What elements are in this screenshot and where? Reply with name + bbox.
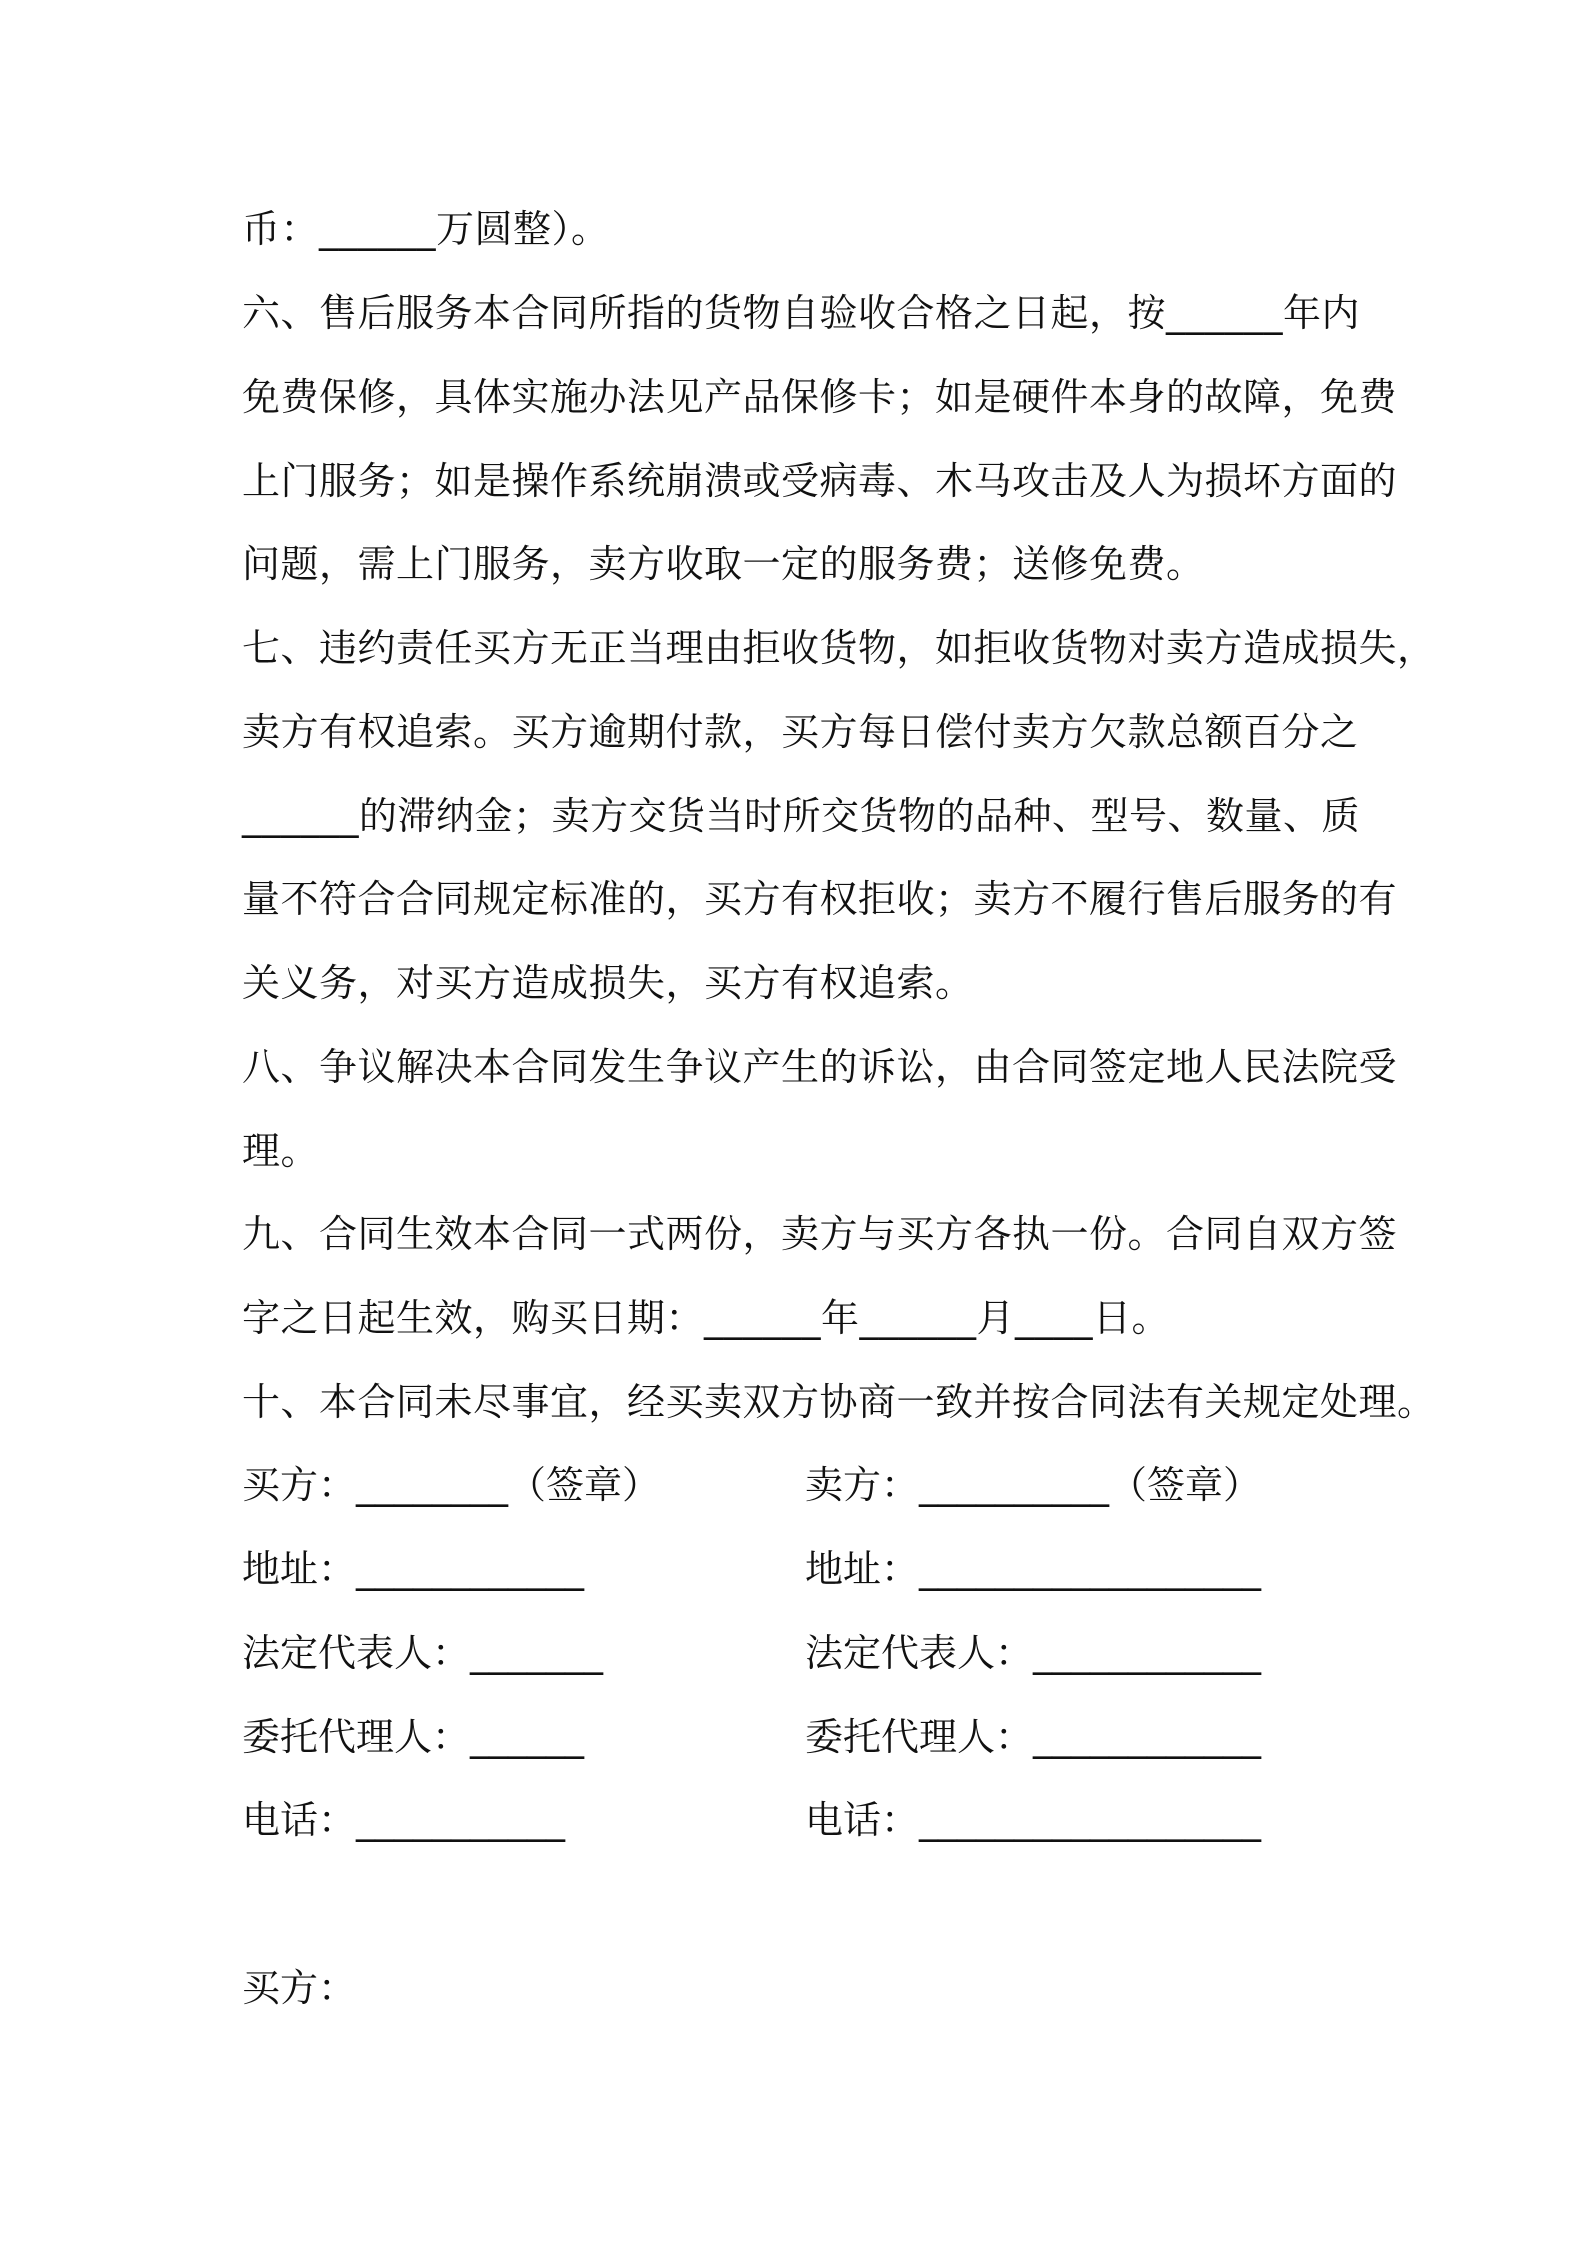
- seller-address-line: 地址：__________________: [805, 1547, 1262, 1591]
- paragraph-line: 免费保修，具体实施办法见产品保修卡；如是硬件本身的故障，免费: [242, 375, 1398, 419]
- buyer-signature-line: 买方：________（签章）: [242, 1463, 661, 1507]
- seller-agent-line: 委托代理人：____________: [805, 1715, 1262, 1759]
- buyer-phone-line: 电话：___________: [242, 1798, 566, 1842]
- paragraph-line: 七、违约责任买方无正当理由拒收货物，如拒收货物对卖方造成损失，: [242, 626, 1436, 670]
- buyer-agent-line: 委托代理人：______: [242, 1715, 585, 1759]
- footer-buyer-label: 买方：: [242, 1966, 357, 2010]
- buyer-address-line: 地址：____________: [242, 1547, 585, 1591]
- paragraph-line: 十、本合同未尽事宜，经买卖双方协商一致并按合同法有关规定处理。: [242, 1380, 1436, 1424]
- paragraph-line: 卖方有权追索。买方逾期付款，买方每日偿付卖方欠款总额百分之: [242, 710, 1359, 754]
- paragraph-line: 上门服务；如是操作系统崩溃或受病毒、木马攻击及人为损坏方面的: [242, 459, 1398, 503]
- paragraph-line: 理。: [242, 1129, 320, 1173]
- paragraph-line: ______的滞纳金；卖方交货当时所交货物的品种、型号、数量、质: [242, 794, 1361, 838]
- paragraph-line: 九、合同生效本合同一式两份，卖方与买方各执一份。合同自双方签: [242, 1212, 1398, 1256]
- seller-phone-line: 电话：__________________: [805, 1798, 1262, 1842]
- paragraph-line: 六、售后服务本合同所指的货物自验收合格之日起，按______年内: [242, 291, 1361, 335]
- seller-legal-rep-line: 法定代表人：____________: [805, 1631, 1262, 1675]
- buyer-legal-rep-line: 法定代表人：_______: [242, 1631, 604, 1675]
- paragraph-line: 币：______万圆整）。: [242, 207, 610, 251]
- paragraph-line: 问题，需上门服务，卖方收取一定的服务费；送修免费。: [242, 542, 1205, 586]
- paragraph-line: 量不符合合同规定标准的，买方有权拒收；卖方不履行售后服务的有: [242, 877, 1398, 921]
- paragraph-line: 八、争议解决本合同发生争议产生的诉讼，由合同签定地人民法院受: [242, 1045, 1398, 1089]
- paragraph-line: 字之日起生效，购买日期：______年______月____日。: [242, 1296, 1171, 1340]
- seller-signature-line: 卖方：__________（签章）: [805, 1463, 1262, 1507]
- paragraph-line: 关义务，对买方造成损失，买方有权追索。: [242, 961, 974, 1005]
